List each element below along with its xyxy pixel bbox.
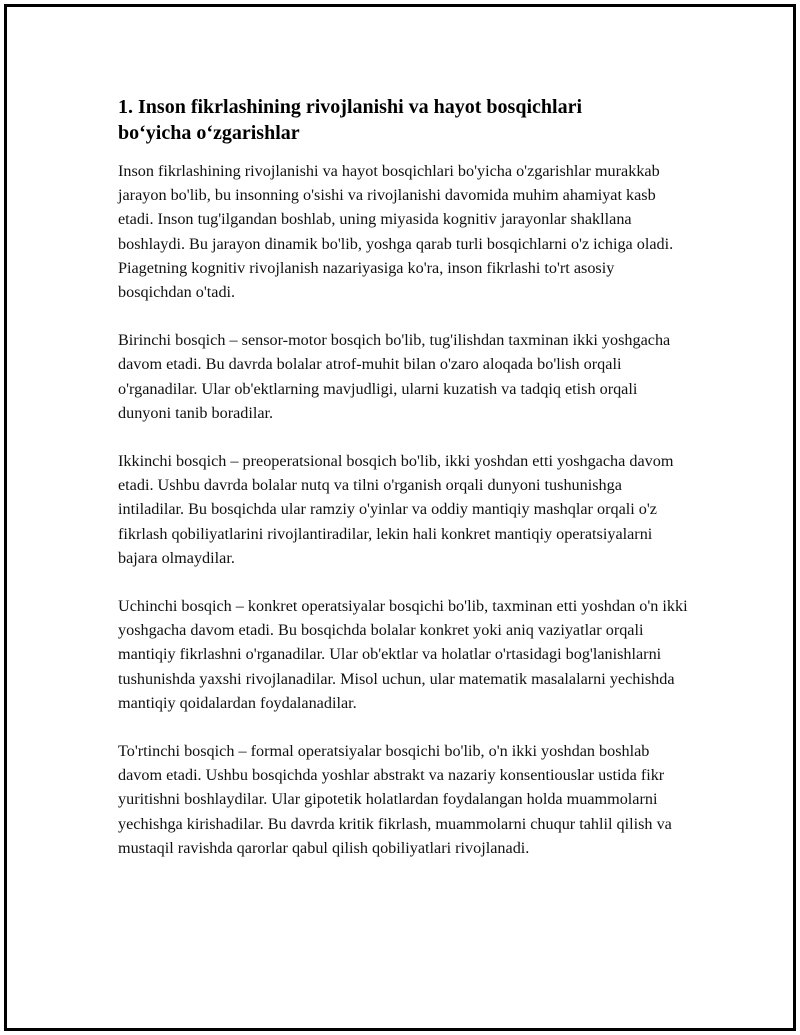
heading-line-1: 1. Inson fikrlashining rivojlanishi va hayot bosqichlari <box>118 96 583 118</box>
paragraph-stage-2: Ikkinchi bosqich – preoperatsional bosqich bo'lib, ikki yoshdan etti yoshgacha davom etadi. Ushbu davrda bolalar nutq va tilni o'rganish orqali dunyoni tushunishga intiladilar. Bu bosqichda ular ramziy o'yinlar va oddiy mantiqiy mashqlar orqali o'z fikrlash qobiliyatlarini rivojlantiradilar, lekin hali konkret mantiqiy operatsiyalarni bajara olmaydilar. <box>118 452 674 567</box>
paragraph-stage-1: Birinchi bosqich – sensor-motor bosqich bo'lib, tug'ilishdan taxminan ikki yoshgacha davom etadi. Bu davrda bolalar atrof-muhit bilan o'zaro aloqada bo'lish orqali o'rganadilar. Ular ob'ektlarning mavjudligi, ularni kuzatish va tadqiq etish orqali dunyoni tanib boradilar. <box>118 331 671 422</box>
paragraph-stage-4: To'rtinchi bosqich – formal operatsiyalar bosqichi bo'lib, o'n ikki yoshdan boshlab davom etadi. Ushbu bosqichda yoshlar abstrakt va nazariy konsentiouslar ustida fikr yuritishni boshlaydilar. Ular gipotetik holatlardan foydalangan holda muammolarni yechishga kirishadilar. Bu davrda kritik fikrlash, muammolarni chuqur tahlil qilish va mustaqil ravishda qarorlar qabul qilish qobiliyatlari rivojlanadi. <box>118 742 672 857</box>
paragraph-intro: Inson fikrlashining rivojlanishi va hayot bosqichlari bo'yicha o'zgarishlar murakkab jarayon bo'lib, bu insonning o'sishi va rivojlanishi davomida muhim ahamiyat kasb etadi. Inson tug'ilgandan boshlab, uning miyasida kognitiv jarayonlar shakllana boshlaydi. Bu jarayon dinamik bo'lib, yoshga qarab turli bosqichlarni o'z ichiga oladi. Piagetning kognitiv rivojlanish nazariyasiga ko'ra, inson fikrlashi to'rt asosiy bosqichdan o'tadi. <box>118 162 674 302</box>
section-heading <box>118 94 688 146</box>
document-body <box>118 94 688 884</box>
paragraph-stage-3: Uchinchi bosqich – konkret operatsiyalar bosqichi bo'lib, taxminan etti yoshdan o'n ikki yoshgacha davom etadi. Bu bosqichda bolalar konkret yoki aniq vaziyatlar orqali mantiqiy fikrlashni o'rganadilar. Ular ob'ektlar va holatlar o'rtasidagi bog'lanishlarni tushunishda yaxshi rivojlanadilar. Misol uchun, ular matematik masalalarni yechishda mantiqiy qoidalardan foydalanadilar. <box>118 597 688 712</box>
heading-line-2: bo‘yicha o‘zgarishlar <box>118 122 300 144</box>
